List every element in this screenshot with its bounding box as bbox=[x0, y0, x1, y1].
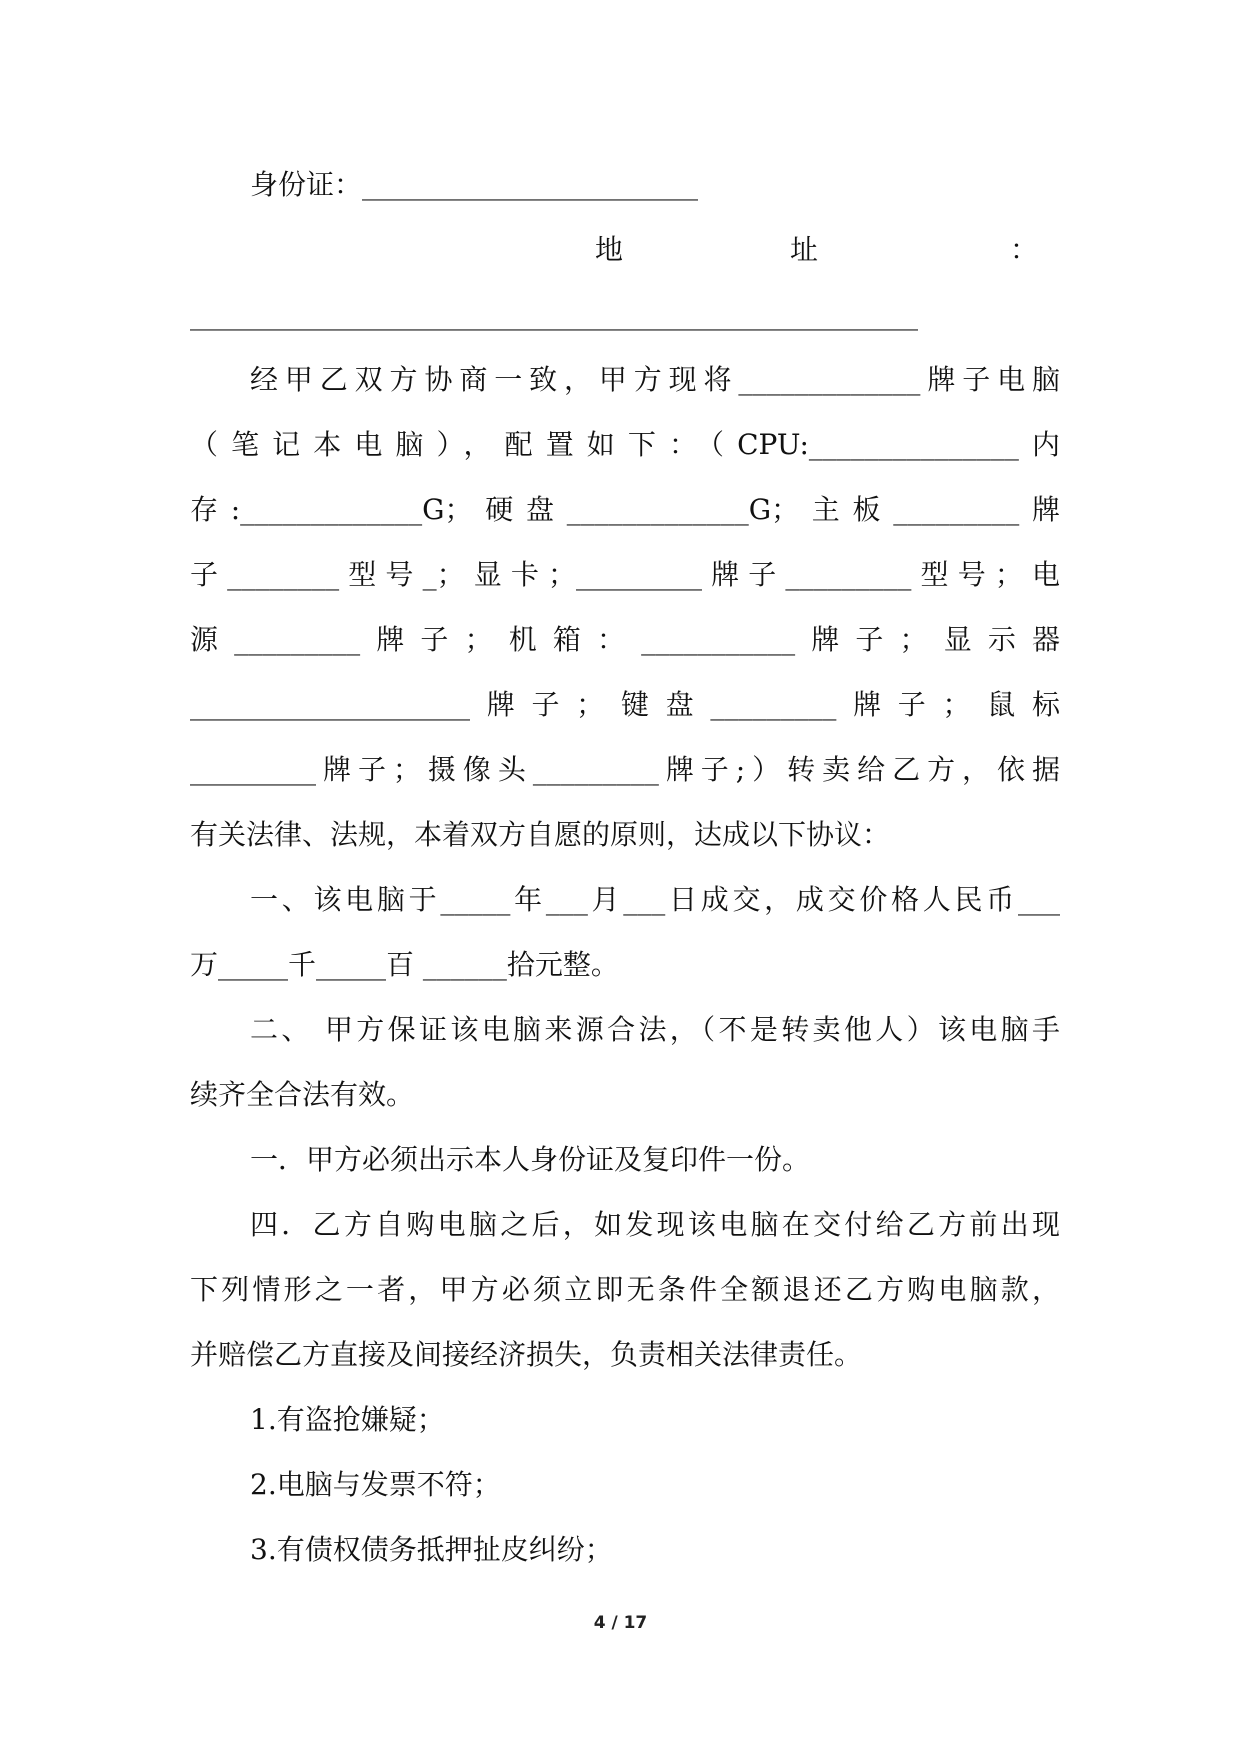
clause-line: 二、 甲方保证该电脑来源合法，（不是转卖他人）该电脑手 bbox=[250, 1013, 1060, 1046]
paragraph-line: 经甲乙双方协商一致，甲方现将_____________牌子电脑 bbox=[250, 363, 1060, 396]
clause-line: 万_____千_____百 ______拾元整。 bbox=[190, 948, 619, 981]
clause-line: 并赔偿乙方直接及间接经济损失，负责相关法律责任。 bbox=[190, 1338, 863, 1371]
list-item: 1.有盗抢嫌疑； bbox=[250, 1403, 445, 1436]
address-label-row bbox=[190, 217, 1060, 282]
clause-two bbox=[190, 997, 1060, 1127]
address-blank-line: ____________________________________________________ bbox=[190, 298, 918, 331]
paragraph-line: 存:_____________G；硬盘_____________G；主板_________牌 bbox=[190, 493, 1060, 526]
address-char-2: 址 bbox=[790, 233, 819, 266]
paragraph-line: （笔记本电脑），配置如下：（CPU:_______________内 bbox=[190, 428, 1060, 461]
paragraph-line: 有关法律、法规，本着双方自愿的原则，达成以下协议： bbox=[190, 818, 891, 851]
address-char-1: 地 bbox=[595, 233, 624, 266]
address-colon: ： bbox=[1010, 233, 1039, 266]
clause-one bbox=[190, 867, 1060, 997]
clause-four bbox=[190, 1192, 1060, 1387]
list-item: 3.有债权债务抵押扯皮纠纷； bbox=[250, 1533, 613, 1566]
paragraph-configuration bbox=[190, 347, 1060, 867]
clause-three: 一．甲方必须出示本人身份证及复印件一份。 bbox=[250, 1143, 811, 1176]
paragraph-line: ____________________牌子；键盘_________牌子；鼠标 bbox=[190, 688, 1060, 721]
document-body bbox=[190, 152, 1060, 1582]
page-number: 4 / 17 bbox=[593, 1613, 648, 1633]
clause-line: 一、该电脑于_____年___月___日成交，成交价格人民币___ bbox=[250, 883, 1060, 916]
clause-line: 续齐全合法有效。 bbox=[190, 1078, 415, 1111]
list-item: 2.电脑与发票不符； bbox=[250, 1468, 501, 1501]
clause-line: 下列情形之一者，甲方必须立即无条件全额退还乙方购电脑款， bbox=[190, 1273, 1060, 1306]
condition-list bbox=[190, 1387, 1060, 1582]
paragraph-line: 子________型号_；显卡；_________牌子_________型号；电 bbox=[190, 558, 1060, 591]
id-card-line: 身份证：________________________ bbox=[250, 168, 699, 201]
clause-line: 四．乙方自购电脑之后，如发现该电脑在交付给乙方前出现 bbox=[250, 1208, 1060, 1241]
paragraph-line: _________牌子；摄像头_________牌子;）转卖给乙方，依据 bbox=[190, 753, 1060, 786]
paragraph-line: 源_________牌子；机箱：___________牌子；显示器 bbox=[190, 623, 1060, 656]
